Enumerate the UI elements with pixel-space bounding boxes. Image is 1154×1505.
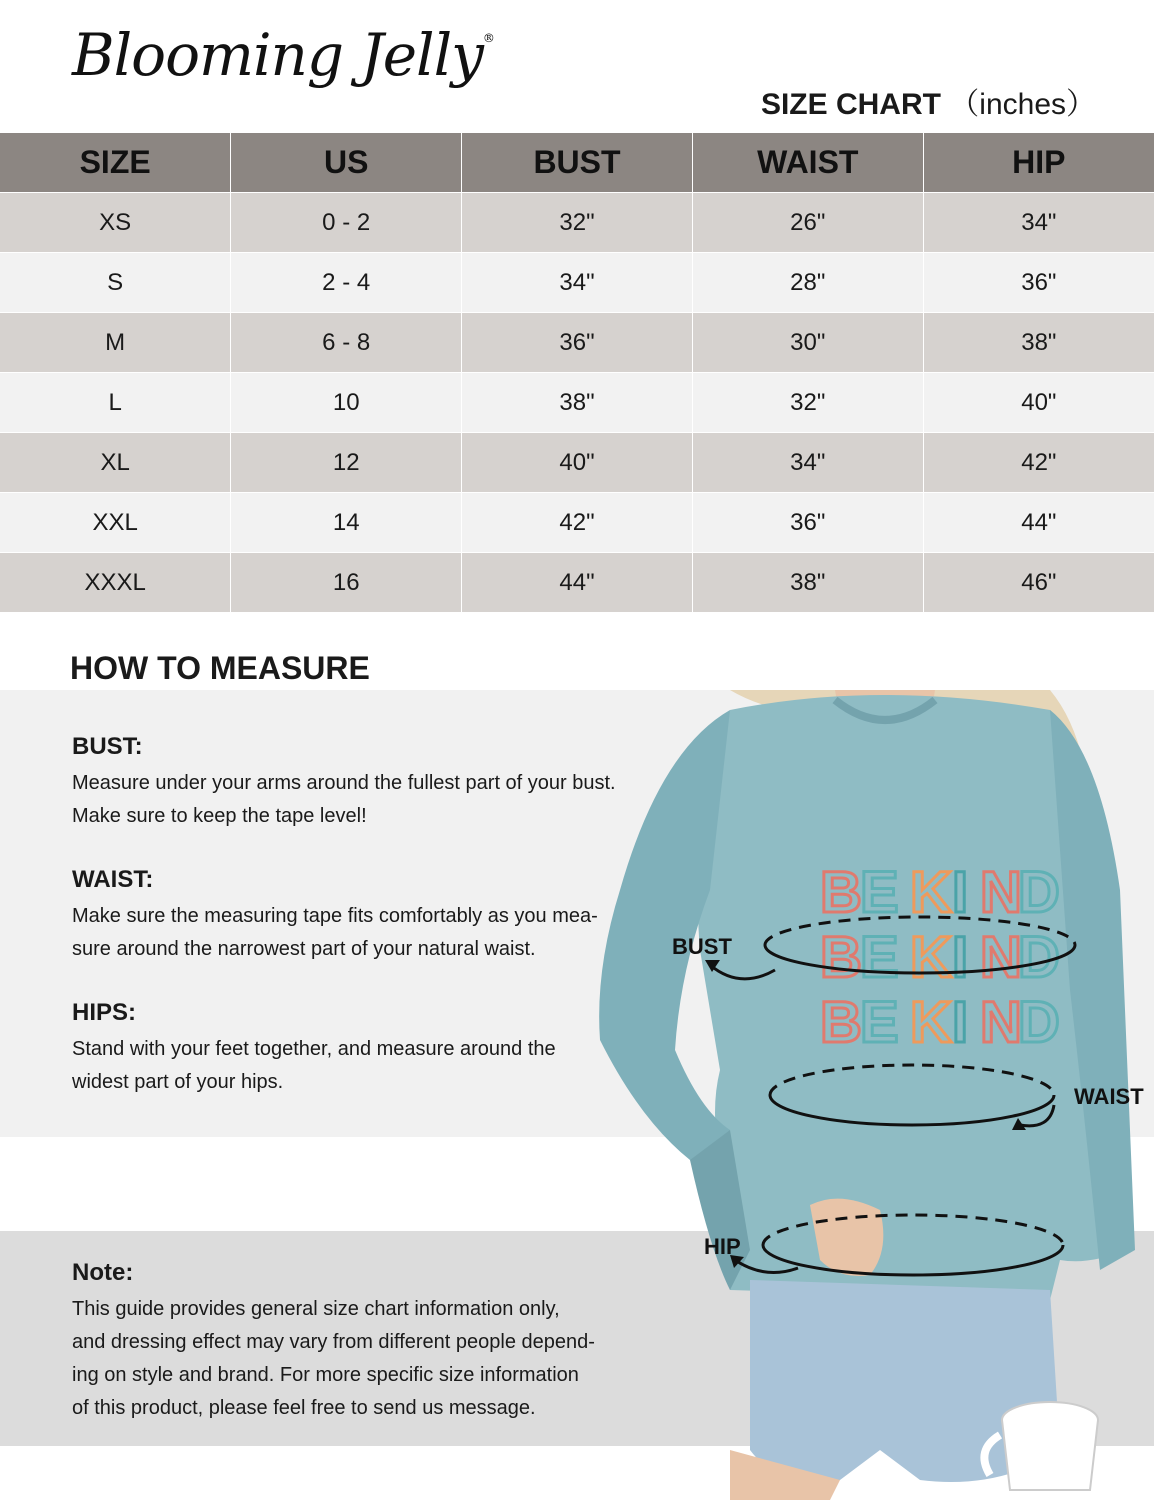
- waist-instructions: [72, 866, 652, 966]
- note-line: of this product, please feel free to send us message.: [72, 1397, 536, 1419]
- shirt-print-letter: D: [1018, 925, 1060, 990]
- table-cell: 16: [231, 553, 462, 613]
- table-cell: 34": [462, 253, 693, 313]
- mug-body: [1002, 1420, 1098, 1490]
- waist-label: WAIST: [1074, 1084, 1144, 1109]
- table-cell: 2 - 4: [231, 253, 462, 313]
- table-row: [0, 373, 1154, 433]
- table-cell: L: [0, 373, 231, 433]
- model-illustration: [580, 690, 1154, 1500]
- waist-heading: WAIST:: [72, 866, 154, 893]
- table-cell: 38": [692, 553, 923, 613]
- bust-instructions: [72, 733, 652, 833]
- shirt-print: [820, 860, 1060, 1055]
- table-cell: 32": [692, 373, 923, 433]
- table-row: [0, 433, 1154, 493]
- table-cell: 14: [231, 493, 462, 553]
- note-line: and dressing effect may vary from different people depend-: [72, 1331, 595, 1353]
- table-cell: 12: [231, 433, 462, 493]
- hips-heading: HIPS:: [72, 999, 137, 1026]
- table-cell: 44": [462, 553, 693, 613]
- table-cell: 0 - 2: [231, 193, 462, 253]
- table-cell: XS: [0, 193, 231, 253]
- column-header-waist: WAIST: [692, 133, 923, 193]
- shirt-print-letter: I: [952, 925, 969, 990]
- waist-line: sure around the narrowest part of your natural waist.: [72, 938, 536, 960]
- table-row: [0, 553, 1154, 613]
- brand-logo: Blooming Jelly®: [72, 21, 494, 89]
- shirt-print-letter: E: [860, 860, 899, 925]
- shirt-print-letter: N: [980, 860, 1022, 925]
- table-cell: 40": [462, 433, 693, 493]
- table-cell: 38": [923, 313, 1154, 373]
- shirt-print-letter: E: [860, 925, 899, 990]
- shirt-print-letter: E: [860, 990, 899, 1055]
- table-cell: 34": [692, 433, 923, 493]
- size-chart-title: SIZE CHART （inches）: [760, 88, 1096, 121]
- table-row: [0, 253, 1154, 313]
- shirt-print-letter: D: [1018, 990, 1060, 1055]
- size-chart-header-row: [0, 133, 1154, 193]
- table-cell: XXL: [0, 493, 231, 553]
- table-cell: S: [0, 253, 231, 313]
- note-heading: Note:: [72, 1259, 134, 1286]
- column-header-bust: BUST: [462, 133, 693, 193]
- model-figure: [580, 690, 1154, 1500]
- bust-line: Measure under your arms around the fullest part of your bust.: [72, 772, 616, 794]
- table-cell: 38": [462, 373, 693, 433]
- column-header-size: SIZE: [0, 133, 231, 193]
- shirt-print-letter: I: [952, 990, 969, 1055]
- shirt-print-letter: B: [820, 990, 862, 1055]
- hip-label: HIP: [704, 1234, 741, 1259]
- table-cell: 36": [462, 313, 693, 373]
- shirt-print-letter: K: [910, 990, 952, 1055]
- column-header-us: US: [231, 133, 462, 193]
- table-cell: 36": [692, 493, 923, 553]
- table-cell: XL: [0, 433, 231, 493]
- table-cell: 44": [923, 493, 1154, 553]
- table-cell: 28": [692, 253, 923, 313]
- table-row: [0, 493, 1154, 553]
- bust-line: Make sure to keep the tape level!: [72, 805, 367, 827]
- table-cell: 10: [231, 373, 462, 433]
- shirt-print-letter: B: [820, 925, 862, 990]
- table-cell: M: [0, 313, 231, 373]
- table-cell: 6 - 8: [231, 313, 462, 373]
- table-cell: XXXL: [0, 553, 231, 613]
- shirt-print-letter: D: [1018, 860, 1060, 925]
- shirt-print-letter: B: [820, 860, 862, 925]
- table-row: [0, 193, 1154, 253]
- bust-heading: BUST:: [72, 733, 143, 760]
- table-cell: 46": [923, 553, 1154, 613]
- how-to-measure-title: HOW TO MEASURE: [70, 650, 370, 686]
- hips-line: Stand with your feet together, and measure around the: [72, 1038, 556, 1060]
- shirt-print-letter: K: [910, 925, 952, 990]
- table-cell: 36": [923, 253, 1154, 313]
- table-cell: 32": [462, 193, 693, 253]
- registered-mark: ®: [482, 31, 494, 45]
- size-chart-table: [0, 133, 1154, 613]
- bust-label: BUST: [672, 934, 732, 959]
- hips-instructions: [72, 999, 652, 1099]
- table-cell: 30": [692, 313, 923, 373]
- waist-line: Make sure the measuring tape fits comfortably as you mea-: [72, 905, 598, 927]
- shirt-print-letter: K: [910, 860, 952, 925]
- table-cell: 34": [923, 193, 1154, 253]
- shirt-print-letter: N: [980, 990, 1022, 1055]
- table-cell: 26": [692, 193, 923, 253]
- note-line: ing on style and brand. For more specific size information: [72, 1364, 579, 1386]
- table-cell: 42": [462, 493, 693, 553]
- note-block: [72, 1259, 652, 1425]
- shirt-print-letter: I: [952, 860, 969, 925]
- column-header-hip: HIP: [923, 133, 1154, 193]
- table-row: [0, 313, 1154, 373]
- hips-line: widest part of your hips.: [72, 1071, 284, 1093]
- table-cell: 42": [923, 433, 1154, 493]
- table-cell: 40": [923, 373, 1154, 433]
- note-line: This guide provides general size chart information only,: [72, 1298, 560, 1320]
- shirt-print-letter: N: [980, 925, 1022, 990]
